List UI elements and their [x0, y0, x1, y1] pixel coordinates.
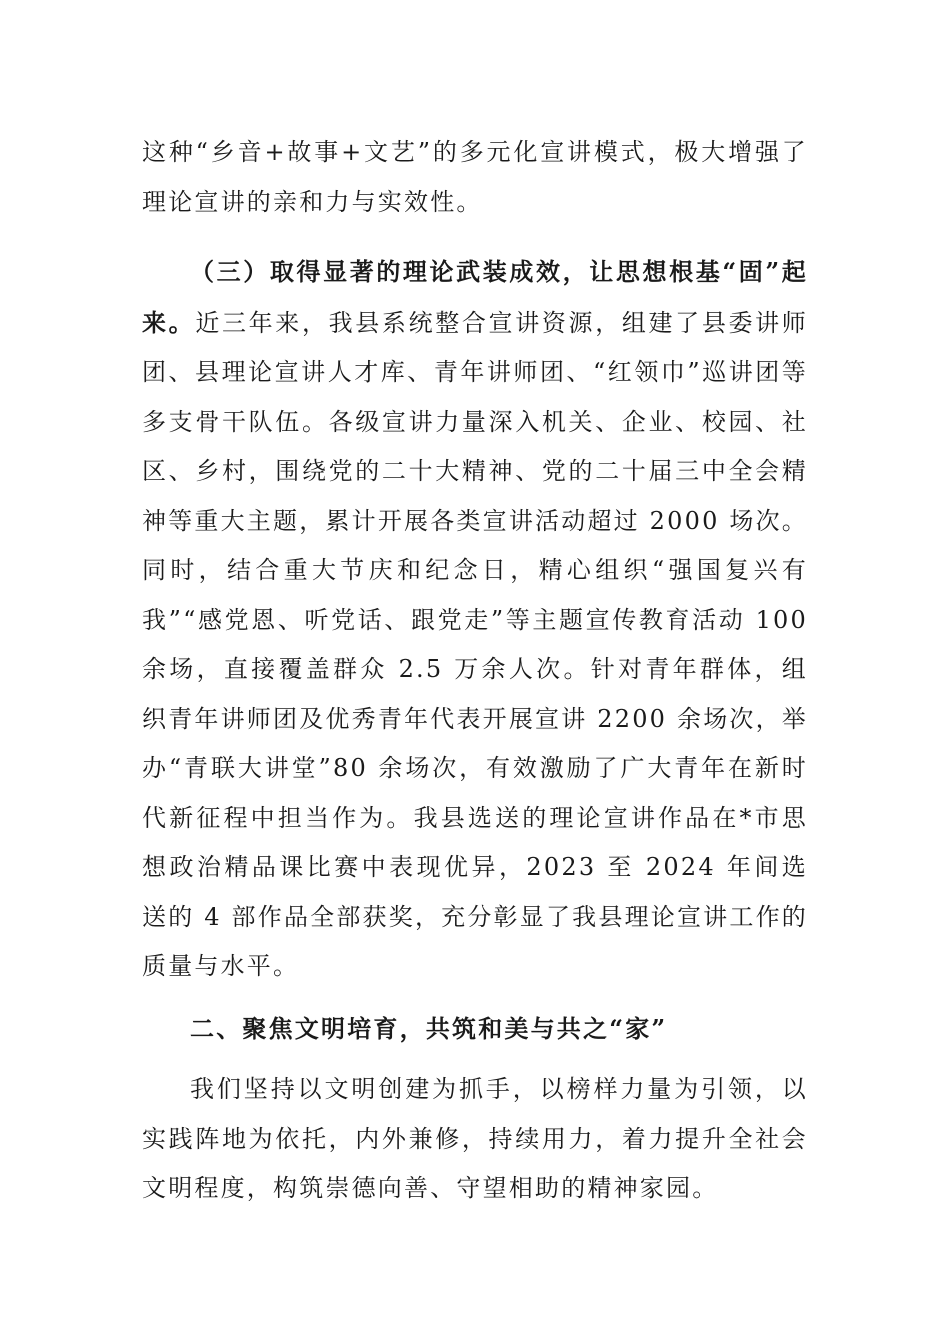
section-heading: （三）取得显著的理论武装成效，让思想根基“固”起来。	[142, 257, 808, 337]
chapter-heading	[142, 1004, 808, 1054]
chapter-heading-text: 二、聚焦文明培育，共筑和美与共之“家”	[190, 1013, 668, 1043]
document-body	[142, 128, 808, 1214]
paragraph-section-three	[142, 247, 808, 992]
paragraph-text: 我们坚持以文明创建为抓手，以榜样力量为引领，以实践阵地为依托，内外兼修，持续用力，着力提升全社会文明程度，构筑崇德向善、守望相助的精神家园。	[142, 1075, 808, 1202]
paragraph-text: 这种“乡音+故事+文艺”的多元化宣讲模式，极大增强了理论宣讲的亲和力与实效性。	[142, 138, 808, 216]
paragraph-chapter-intro	[142, 1065, 808, 1214]
paragraph-text: 近三年来，我县系统整合宣讲资源，组建了县委讲师团、县理论宣讲人才库、青年讲师团、“红领巾”巡讲团等多支骨干队伍。各级宣讲力量深入机关、企业、校园、社区、乡村，围绕党的二十大精神、党的二十届三中全会精神等重大主题，累计开展各类宣讲活动超过 2000 场次。同时，结合重大节庆和纪念日，精心组织“强国复兴有我”“感党恩、听党话、跟党走”等主题宣传教育活动 100 余场，直接覆盖群众 2.5 万余人次。针对青年群体，组织青年讲师团及优秀青年代表开展宣讲 2200 余场次，举办“青联大讲堂”80 余场次，有效激励了广大青年在新时代新征程中担当作为。我县选送的理论宣讲作品在*市思想政治精品课比赛中表现优异，2023 至 2024 年间选送的 4 部作品全部获奖，充分彰显了我县理论宣讲工作的质量与水平。	[142, 308, 808, 980]
paragraph-continuation	[142, 128, 808, 227]
